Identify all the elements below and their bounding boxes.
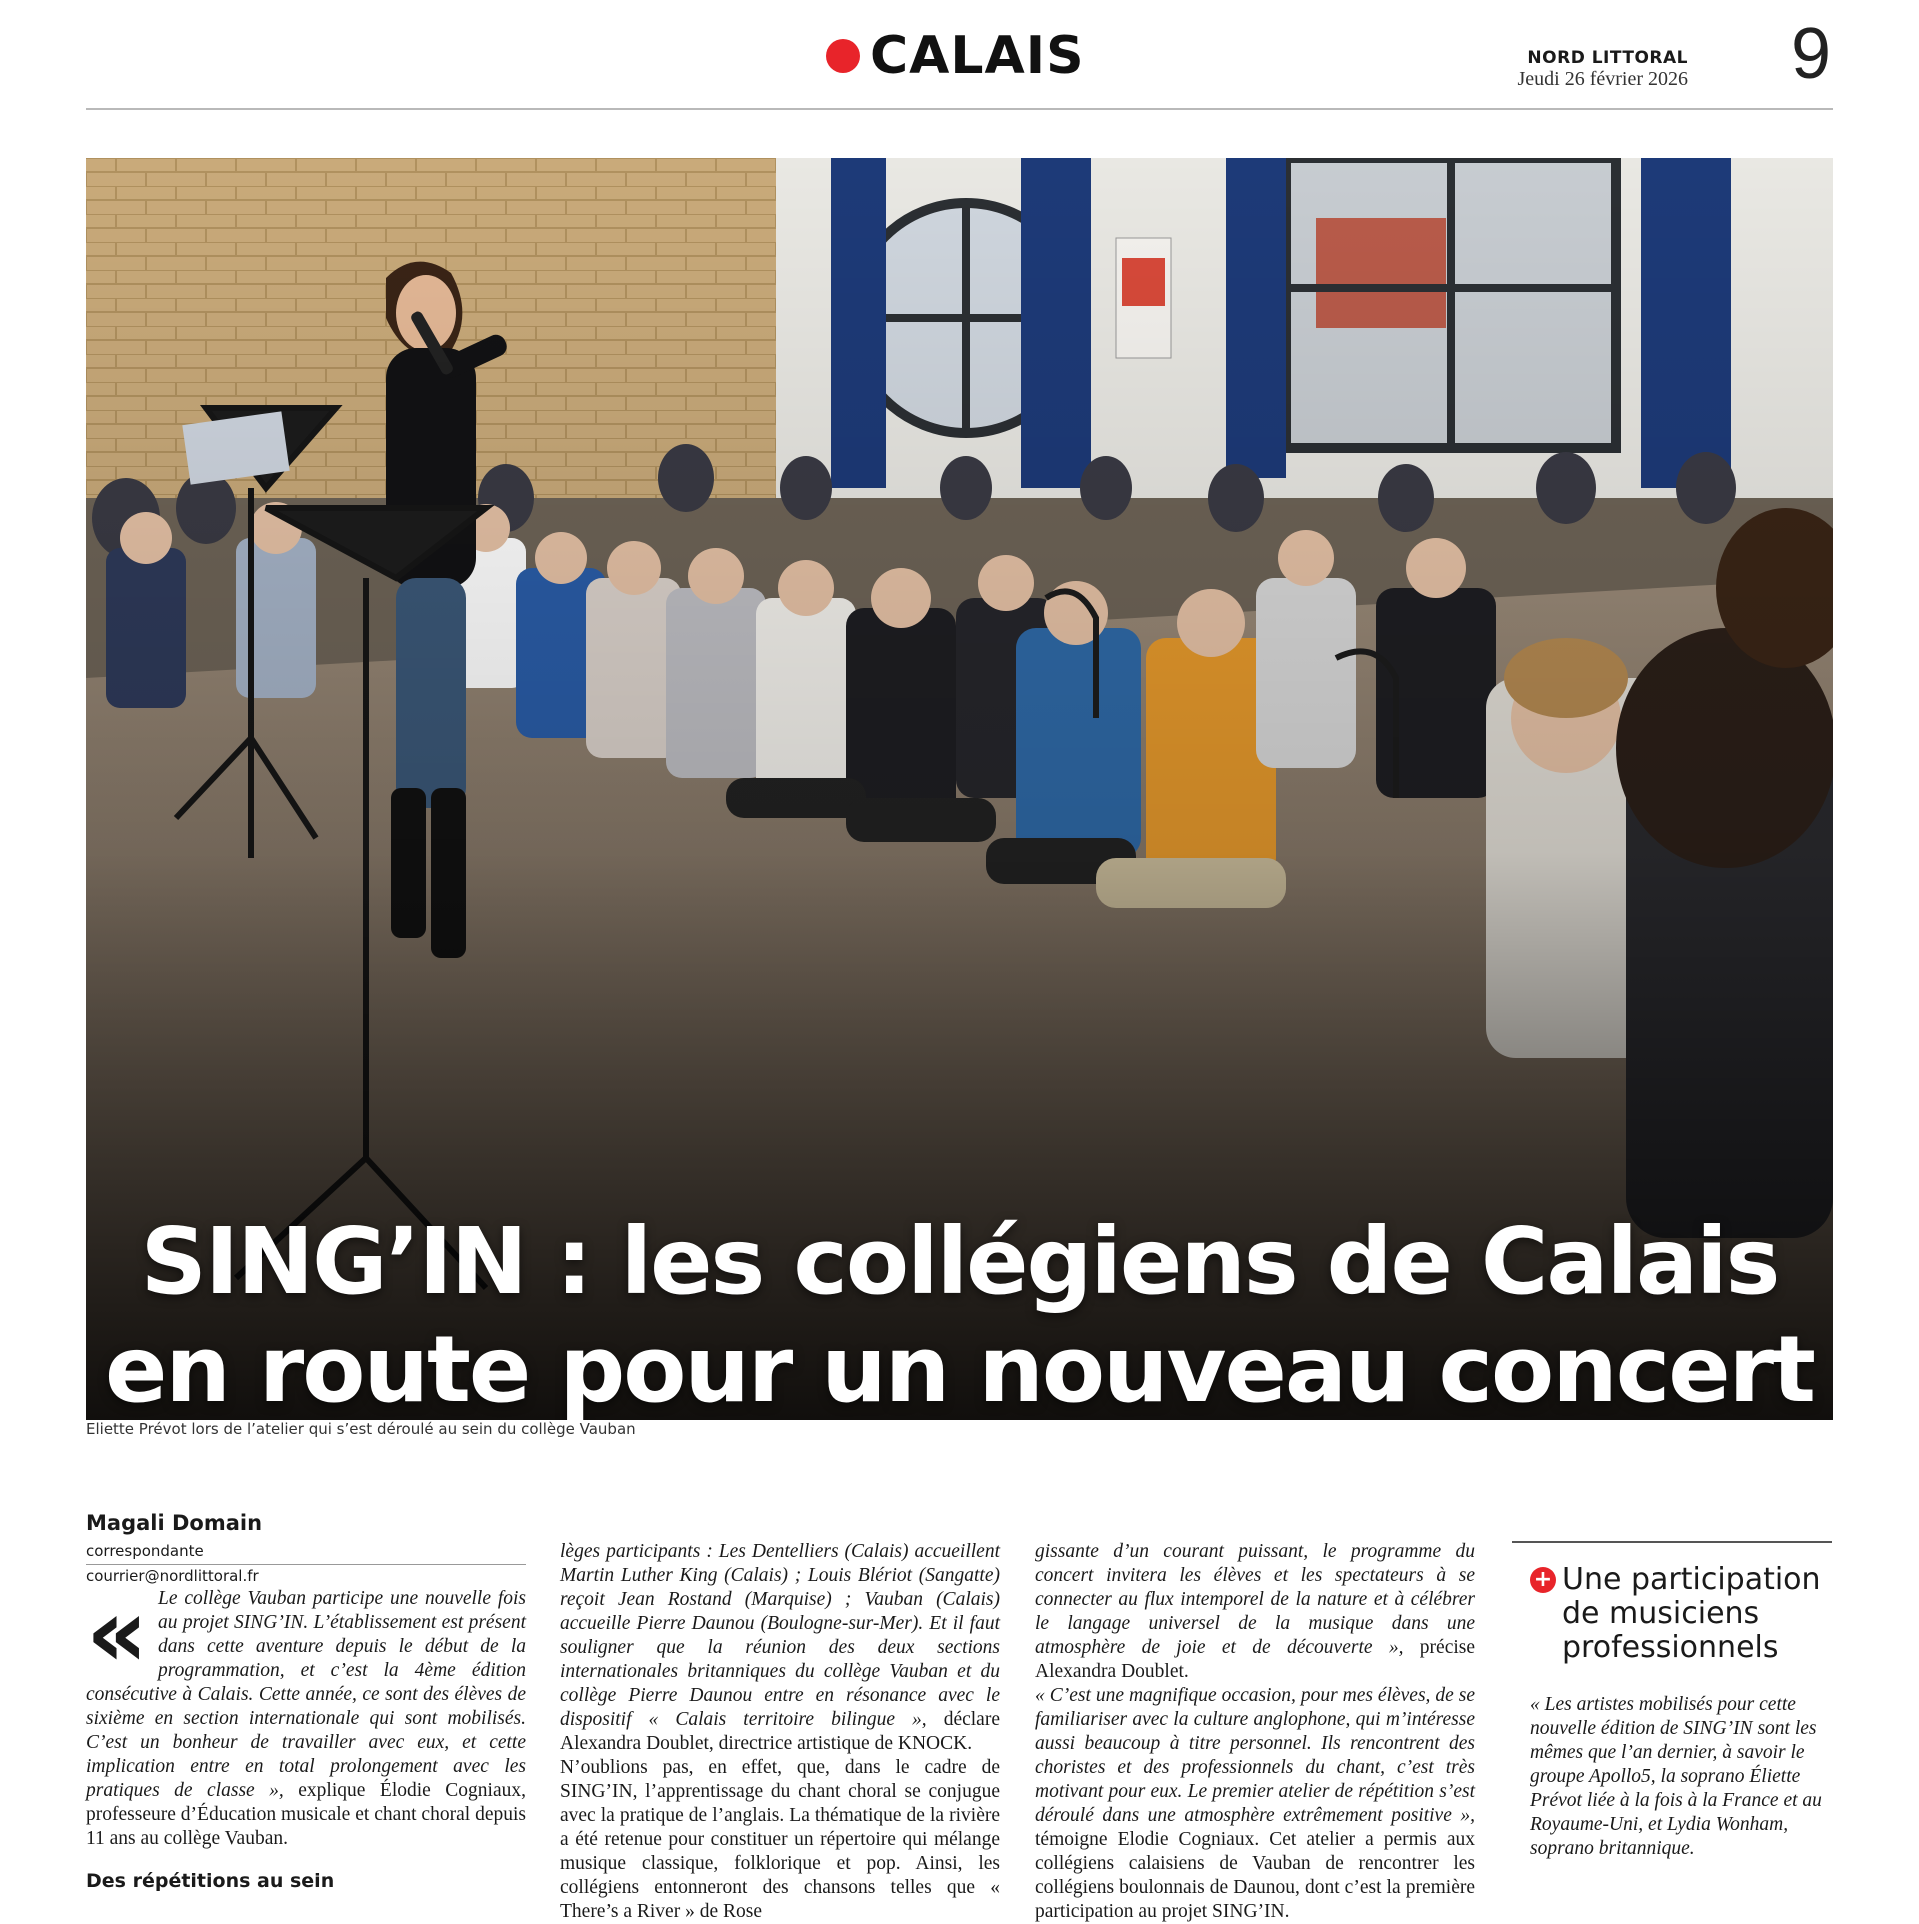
sidebar-title-text: Une participation de musiciens professionnels — [1562, 1562, 1821, 1665]
lead-quote: Le collège Vauban participe une nouvelle fois au projet SING’IN. L’établissement est présent dans cette aventure depuis le début de la programmation, et c’est la 4ème édition consécutive à Calais. Cette année, ce sont des élèves de sixième en section internationale qui sont mobilisés. C’est un bonheur de travailler avec eux, et cette implication entre en total prolongement avec les pratiques de classe », — [86, 1588, 526, 1801]
page-header — [86, 0, 1833, 110]
quote-text: « C’est une magnifique occasion, pour mes élèves, de se familiariser avec la culture anglophone, qui m’intéresse aussi beaucoup à titre personnel. Ils rencontrent des choristes et des professionnels du chant, c’est très motivant pour eux. Le premier atelier de répétition s’est déroulé dans une atmosphère extrêmement positive », — [1035, 1685, 1475, 1826]
issue-date: Jeudi 26 février 2026 — [1517, 68, 1688, 90]
newspaper-name: NORD LITTORAL — [1527, 48, 1688, 68]
section-name: CALAIS — [870, 26, 1085, 86]
plus-icon: + — [1530, 1567, 1556, 1593]
quote-text: gissante d’un courant puissant, le programme du concert invitera les élèves et les spectateurs à se connecter au flux intemporel de la nature et à célébrer le langage universel de la musique dans une atmosphère de joie et de découverte », — [1035, 1541, 1475, 1658]
article-column-1 — [86, 1512, 526, 1893]
lead-paragraph — [86, 1577, 526, 1851]
sidebar-text: « Les artistes mobilisés pour cette nouvelle édition de SING’IN sont les mêmes que l’an dernier, à savoir le groupe Apollo5, la soprano Éliette Prévot liée à la fois à la France et au Royaume-Uni, et Lydia Wonham, soprano britannique. — [1530, 1694, 1822, 1859]
quote-mark-icon: « — [86, 1577, 149, 1689]
attribution-text: déclare Alexandra Doublet, directrice artistique de KNOCK. — [560, 1709, 1000, 1754]
attribution-text: précise Alexandra Doublet. — [1035, 1637, 1476, 1682]
author-email: courrier@nordlittoral.fr — [86, 1567, 259, 1585]
hero-photo — [86, 158, 1833, 1420]
sidebar-title — [1512, 1563, 1832, 1665]
headline: SING’IN : les collégiens de Calais en route pour un nouveau concert — [104, 1208, 1815, 1420]
quote-text: lèges participants : Les Dentelliers (Calais) accueillent Martin Luther King (Calais) ; Louis Blériot (Sangatte) reçoit Jean Rostand (Marquise) ; Vauban (Calais) accueille Pierre Daunou (Boulogne-sur-Mer). Et il faut souligner que la réunion des deux sections internationales britanniques du collège Vauban et du collège Pierre Daunou entre en résonance avec le dispositif « Calais territoire bilingue », — [560, 1541, 1000, 1730]
photo-caption: Eliette Prévot lors de l’atelier qui s’est déroulé au sein du collège Vauban — [86, 1420, 636, 1438]
paragraph: N’oublions pas, en effet, que, dans le cadre de SING’IN, l’apprentissage du chant choral se conjugue avec la pratique de l’anglais. La thématique de la rivière a été retenue pour constituer un répertoire qui mélange musique classique, folklorique et pop. Ainsi, les collégiens entonneront des chansons telles que « There’s a River » de Rose — [560, 1757, 1000, 1922]
page-number: 9 — [1790, 14, 1831, 94]
article-column-3 — [1035, 1540, 1475, 1924]
lead-attribution: explique Élodie Cogniaux, professeure d’Éducation musicale et chant choral depuis 11 ans au collège Vauban. — [86, 1780, 526, 1849]
paragraph — [1035, 1684, 1475, 1924]
attribution-text: témoigne Elodie Cogniaux. Cet atelier a permis aux collégiens calaisiens de Vauban de rencontrer les collégiens boulonnais de Daunou, dont c’est la première participation au projet SING’IN. — [1035, 1829, 1475, 1922]
author-name: Magali Domain — [86, 1511, 263, 1535]
sidebar-box — [1512, 1541, 1832, 1881]
paragraph — [560, 1540, 1000, 1756]
article-column-2 — [560, 1540, 1000, 1924]
red-dot-icon — [826, 39, 860, 73]
section-tag — [826, 26, 1085, 86]
subheading: Des répétitions au sein — [86, 1870, 335, 1892]
masthead — [1517, 48, 1688, 90]
paragraph — [1035, 1540, 1475, 1684]
author-role: correspondante — [86, 1540, 526, 1565]
